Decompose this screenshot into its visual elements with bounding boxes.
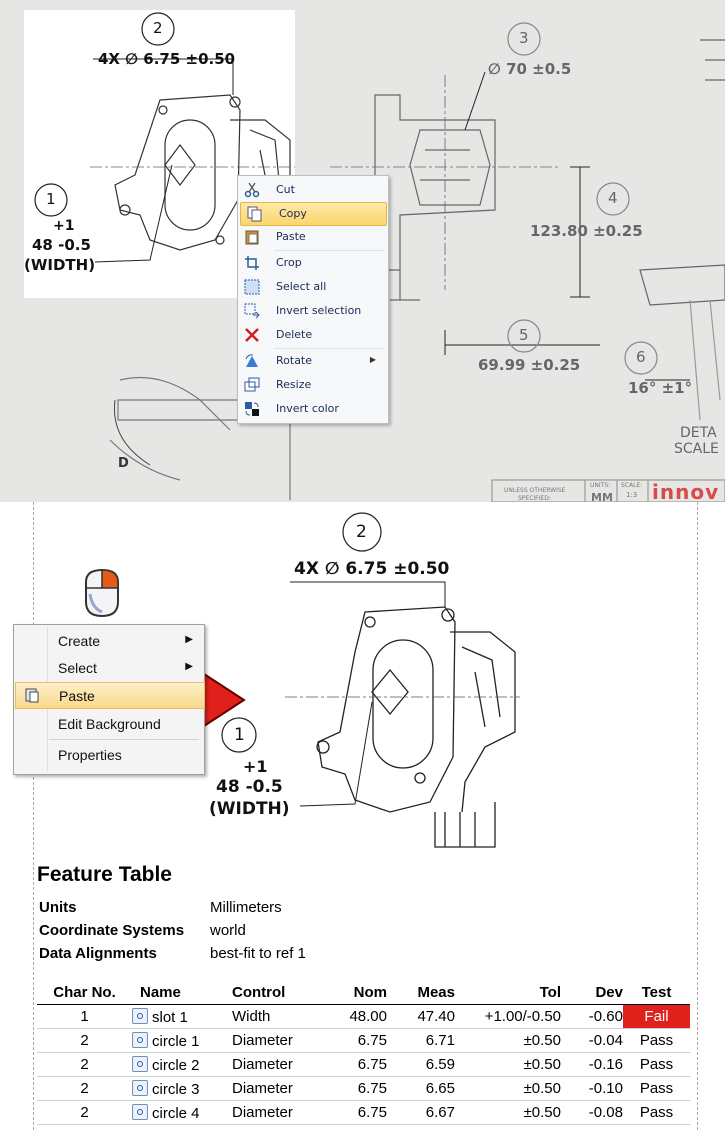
char-no-cell: 2 — [37, 1101, 132, 1125]
control-cell: Diameter — [227, 1053, 327, 1077]
callout-text: 123.80 ±0.25 — [530, 222, 643, 240]
callout-text: 4X ∅ 6.75 ±0.50 — [98, 50, 236, 68]
nom-cell: 6.75 — [327, 1053, 387, 1077]
copy-icon — [247, 206, 263, 222]
callout-text: ∅ 70 ±0.5 — [488, 60, 572, 78]
menu-item-label: Paste — [59, 688, 95, 704]
select-all-icon — [244, 279, 260, 295]
dev-cell: -0.04 — [561, 1029, 623, 1053]
char-no-cell: 1 — [37, 1005, 132, 1029]
title-block-units-label: UNITS: — [590, 482, 611, 489]
meta-key-data-alignments: Data Alignments — [39, 945, 157, 962]
meas-cell: 6.59 — [387, 1053, 455, 1077]
menu-item-delete[interactable] — [238, 324, 388, 346]
callout-text: +1 — [53, 218, 75, 234]
menu-item-label: Delete — [276, 328, 313, 341]
meta-key-units: Units — [39, 899, 77, 916]
feature-name: circle 4 — [152, 1104, 200, 1122]
table-header-row — [37, 980, 690, 1005]
menu-item-resize[interactable] — [238, 374, 388, 396]
menu-item-create[interactable] — [15, 628, 203, 654]
detail-label: DETA — [680, 425, 717, 441]
meas-cell: 6.67 — [387, 1101, 455, 1125]
menu-item-paste[interactable] — [238, 226, 388, 248]
nom-cell: 6.75 — [327, 1077, 387, 1101]
test-fail-badge: Fail — [623, 1005, 690, 1029]
menu-item-select[interactable] — [15, 655, 203, 681]
meta-value-data-alignments: best-fit to ref 1 — [210, 945, 306, 962]
clipboard-icon — [244, 229, 260, 245]
menu-item-invert-selection[interactable] — [238, 300, 388, 322]
crop-icon — [244, 255, 260, 271]
table-row[interactable] — [37, 1005, 690, 1029]
meta-value-coordinate-systems: world — [210, 922, 246, 939]
callout-number: 3 — [519, 29, 529, 47]
menu-item-label: Select all — [276, 280, 327, 293]
menu-item-cut[interactable] — [238, 179, 388, 201]
column-header: Tol — [455, 980, 561, 1005]
tol-cell: ±0.50 — [455, 1053, 561, 1077]
report-context-menu — [13, 624, 205, 775]
column-header: Dev — [561, 980, 623, 1005]
meta-value-units: Millimeters — [210, 899, 282, 916]
submenu-arrow-icon: ▶ — [185, 634, 193, 645]
circle-feature-icon — [132, 1056, 148, 1072]
menu-item-label: Cut — [276, 183, 295, 196]
menu-item-label: Select — [58, 660, 97, 676]
callout-number: 2 — [153, 19, 163, 37]
mouse-right-click-icon — [82, 568, 122, 618]
tol-cell: +1.00/-0.50 — [455, 1005, 561, 1029]
name-cell — [132, 1077, 227, 1101]
dev-cell: -0.10 — [561, 1077, 623, 1101]
meta-key-coordinate-systems: Coordinate Systems — [39, 922, 185, 939]
char-no-cell: 2 — [37, 1053, 132, 1077]
menu-item-label: Resize — [276, 378, 312, 391]
callout-text: (WIDTH) — [209, 799, 290, 819]
column-header: Meas — [387, 980, 455, 1005]
menu-item-invert-color[interactable] — [238, 398, 388, 420]
resize-icon — [244, 377, 260, 393]
table-row[interactable] — [37, 1077, 690, 1101]
meas-cell: 6.71 — [387, 1029, 455, 1053]
menu-item-label: Invert selection — [276, 304, 362, 317]
menu-item-label: Properties — [58, 747, 122, 763]
dev-cell: -0.60 — [561, 1005, 623, 1029]
callout-number: 6 — [636, 348, 646, 366]
meas-cell: 6.65 — [387, 1077, 455, 1101]
section-label: D — [118, 456, 129, 471]
invert-selection-icon — [244, 303, 260, 319]
callout-number: 2 — [356, 522, 367, 542]
menu-item-copy[interactable] — [240, 202, 387, 226]
name-cell — [132, 1029, 227, 1053]
menu-item-label: Rotate — [276, 354, 313, 367]
circle-feature-icon — [132, 1080, 148, 1096]
slot-feature-icon — [132, 1008, 148, 1024]
column-header: Test — [623, 980, 690, 1005]
callout-number: 1 — [46, 190, 56, 208]
feature-name: slot 1 — [152, 1008, 188, 1026]
name-cell — [132, 1101, 227, 1125]
page-margin-right — [697, 502, 698, 1130]
menu-item-select-all[interactable] — [238, 276, 388, 298]
feature-name: circle 1 — [152, 1032, 200, 1050]
dev-cell: -0.16 — [561, 1053, 623, 1077]
table-row[interactable] — [37, 1029, 690, 1053]
test-cell: Pass — [623, 1053, 690, 1077]
control-cell: Diameter — [227, 1077, 327, 1101]
menu-item-label: Create — [58, 633, 101, 649]
title-block-note: SPECIFIED: — [518, 495, 551, 502]
menu-item-label: Copy — [279, 207, 307, 220]
invert-color-icon — [244, 401, 260, 417]
scale-label: SCALE — [674, 441, 719, 457]
callout-number: 5 — [519, 326, 529, 344]
rotate-icon — [244, 353, 260, 369]
callout-text: 4X ∅ 6.75 ±0.50 — [294, 559, 450, 579]
control-cell: Diameter — [227, 1101, 327, 1125]
test-cell: Pass — [623, 1029, 690, 1053]
tol-cell: ±0.50 — [455, 1029, 561, 1053]
feature-table-title: Feature Table — [37, 863, 172, 886]
callout-text: 48 -0.5 — [32, 236, 91, 254]
menu-item-crop[interactable] — [238, 252, 388, 274]
menu-item-properties[interactable] — [15, 742, 203, 768]
char-no-cell: 2 — [37, 1029, 132, 1053]
menu-item-paste[interactable] — [15, 682, 205, 709]
name-cell — [132, 1005, 227, 1029]
menu-item-label: Crop — [276, 256, 302, 269]
dev-cell: -0.08 — [561, 1101, 623, 1125]
menu-item-edit-background[interactable] — [15, 711, 203, 737]
scissors-icon — [244, 182, 260, 198]
menu-item-label: Invert color — [276, 402, 339, 415]
tol-cell: ±0.50 — [455, 1077, 561, 1101]
column-header: Control — [227, 980, 327, 1005]
title-block-scale: 1:3 — [626, 491, 638, 499]
feature-name: circle 3 — [152, 1080, 200, 1098]
callout-text: 69.99 ±0.25 — [478, 356, 581, 374]
control-cell: Diameter — [227, 1029, 327, 1053]
callout-text: 48 -0.5 — [216, 777, 283, 797]
circle-feature-icon — [132, 1104, 148, 1120]
paste-icon — [24, 687, 40, 703]
callout-number: 4 — [608, 189, 618, 207]
submenu-arrow-icon: ▶ — [185, 661, 193, 672]
table-row[interactable] — [37, 1101, 690, 1125]
feature-table — [37, 980, 690, 1125]
title-block-units: MM — [591, 491, 613, 502]
brand-logo: innov — [652, 480, 720, 502]
cad-drawing-view — [0, 0, 725, 502]
tol-cell: ±0.50 — [455, 1101, 561, 1125]
char-no-cell: 2 — [37, 1077, 132, 1101]
test-cell: Pass — [623, 1077, 690, 1101]
menu-item-rotate[interactable] — [238, 350, 388, 372]
menu-separator — [274, 250, 384, 251]
report-page — [0, 502, 725, 1130]
name-cell — [132, 1053, 227, 1077]
callout-text: (WIDTH) — [24, 256, 96, 274]
feature-name: circle 2 — [152, 1056, 200, 1074]
page-margin-left — [33, 502, 34, 1130]
delete-x-icon — [244, 327, 260, 343]
callout-text: +1 — [243, 757, 268, 776]
test-cell: Pass — [623, 1101, 690, 1125]
column-header: Name — [132, 980, 227, 1005]
column-header: Nom — [327, 980, 387, 1005]
nom-cell: 6.75 — [327, 1101, 387, 1125]
nom-cell: 6.75 — [327, 1029, 387, 1053]
menu-item-label: Edit Background — [58, 716, 161, 732]
title-block-scale-label: SCALE: — [621, 482, 643, 489]
menu-item-label: Paste — [276, 230, 306, 243]
column-header: Char No. — [37, 980, 132, 1005]
menu-separator — [49, 739, 199, 740]
menu-separator — [274, 348, 384, 349]
table-row[interactable] — [37, 1053, 690, 1077]
submenu-arrow-icon: ▶ — [369, 355, 376, 364]
callout-text: 16° ±1° — [628, 379, 693, 397]
circle-feature-icon — [132, 1032, 148, 1048]
meas-cell: 47.40 — [387, 1005, 455, 1029]
callout-number: 1 — [234, 725, 245, 745]
nom-cell: 48.00 — [327, 1005, 387, 1029]
title-block-note: UNLESS OTHERWISE — [504, 487, 566, 494]
control-cell: Width — [227, 1005, 327, 1029]
image-context-menu — [237, 175, 389, 424]
